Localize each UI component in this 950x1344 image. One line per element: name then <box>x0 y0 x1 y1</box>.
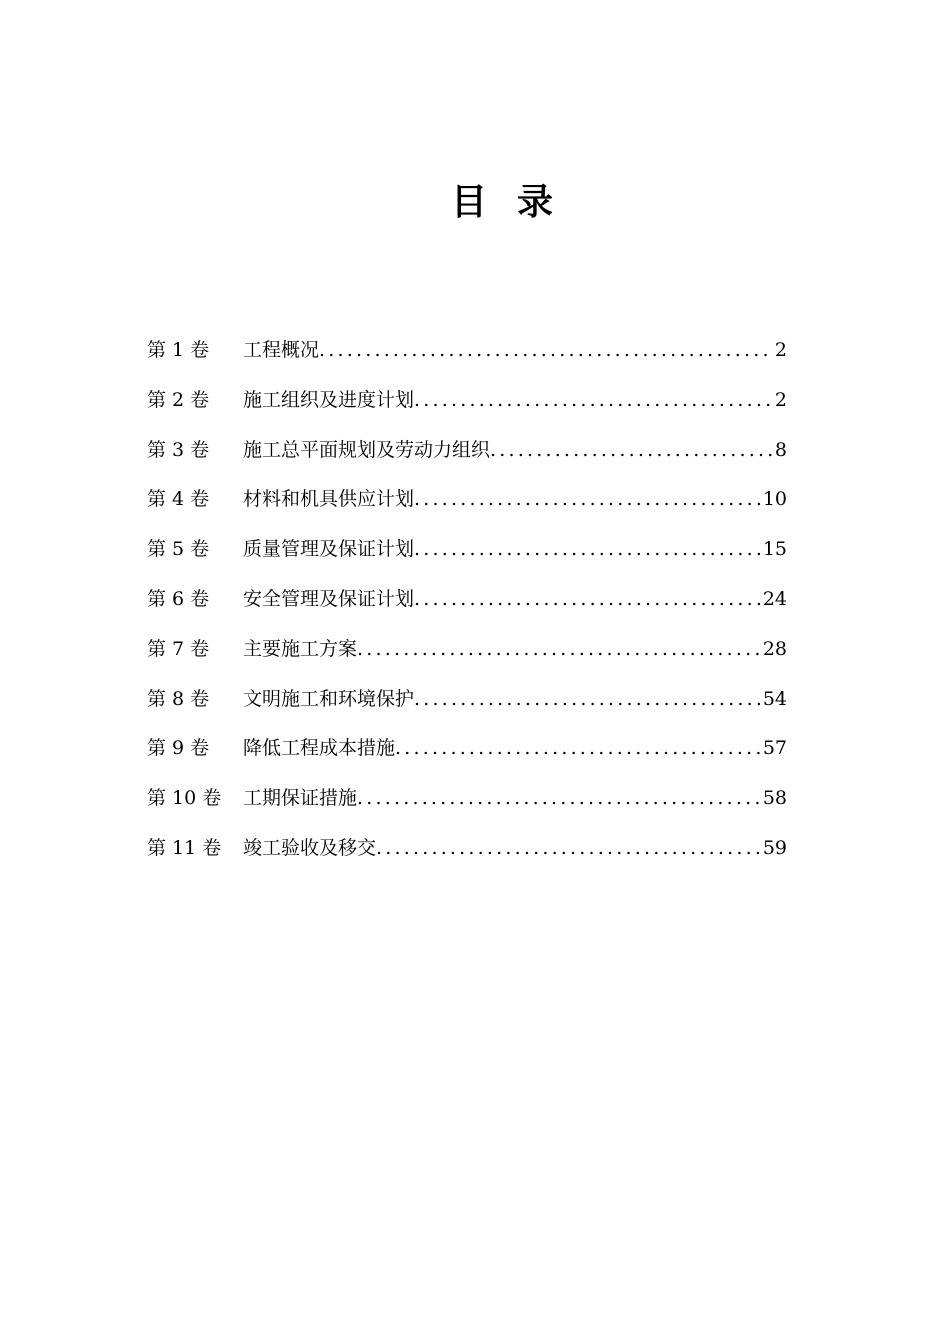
page-title <box>0 178 950 226</box>
toc-title: 施工组织及进度计划 <box>243 388 415 411</box>
toc-entry[interactable] <box>147 732 787 782</box>
toc-entry[interactable] <box>147 832 787 882</box>
page-title-char-2: 录 <box>517 181 554 223</box>
toc-page-number: 2 <box>774 339 787 361</box>
toc-page-number: 59 <box>762 836 787 859</box>
toc-leader-dots <box>414 384 773 416</box>
toc-leader-dots <box>357 782 761 814</box>
toc-entry[interactable] <box>147 583 787 633</box>
toc-leader-dots <box>414 683 761 715</box>
toc-volume: 第 4 卷 <box>147 488 210 511</box>
toc-page-number: 28 <box>762 637 787 660</box>
toc-page-number: 2 <box>774 388 787 411</box>
toc-leader-dots <box>357 633 761 665</box>
toc-page-number: 24 <box>762 587 787 610</box>
toc-entry[interactable] <box>147 483 787 533</box>
toc-page-number: 58 <box>762 787 787 810</box>
toc-volume: 第 10 卷 <box>147 787 222 810</box>
toc-leader-dots <box>414 483 761 515</box>
toc-page-number: 8 <box>774 438 787 461</box>
toc-leader-dots <box>376 832 761 864</box>
toc-entry[interactable] <box>147 434 787 484</box>
toc-title: 降低工程成本措施 <box>243 737 396 760</box>
toc-leader-dots <box>395 732 761 764</box>
toc-title: 竣工验收及移交 <box>243 836 377 859</box>
toc-title: 文明施工和环境保护 <box>243 687 415 710</box>
toc-title: 主要施工方案 <box>243 637 358 660</box>
toc-page-number: 15 <box>762 538 787 561</box>
toc-leader-dots <box>319 334 773 366</box>
toc-title: 工程概况 <box>243 339 320 361</box>
toc-volume: 第 7 卷 <box>147 637 210 660</box>
toc-leader-dots <box>414 533 761 565</box>
toc-volume: 第 6 卷 <box>147 587 210 610</box>
toc-title: 材料和机具供应计划 <box>243 488 415 511</box>
toc-leader-dots <box>414 583 761 615</box>
toc-volume: 第 8 卷 <box>147 687 210 710</box>
toc-entry[interactable] <box>147 334 787 384</box>
toc-volume: 第 9 卷 <box>147 737 210 760</box>
toc-entry[interactable] <box>147 533 787 583</box>
table-of-contents <box>147 334 787 882</box>
toc-volume: 第 11 卷 <box>147 836 222 859</box>
toc-title: 质量管理及保证计划 <box>243 538 415 561</box>
toc-title: 施工总平面规划及劳动力组织 <box>243 438 491 461</box>
toc-volume: 第 2 卷 <box>147 388 210 411</box>
toc-page-number: 54 <box>762 687 787 710</box>
toc-volume: 第 1 卷 <box>147 339 210 361</box>
toc-title: 工期保证措施 <box>243 787 358 810</box>
toc-title: 安全管理及保证计划 <box>243 587 415 610</box>
toc-entry[interactable] <box>147 782 787 832</box>
toc-leader-dots <box>490 434 773 466</box>
toc-entry[interactable] <box>147 384 787 434</box>
page-title-char-1: 目 <box>450 181 487 223</box>
toc-volume: 第 3 卷 <box>147 438 210 461</box>
toc-page-number: 10 <box>762 488 787 511</box>
toc-volume: 第 5 卷 <box>147 538 210 561</box>
toc-page-number: 57 <box>762 737 787 760</box>
toc-entry[interactable] <box>147 683 787 733</box>
toc-entry[interactable] <box>147 633 787 683</box>
